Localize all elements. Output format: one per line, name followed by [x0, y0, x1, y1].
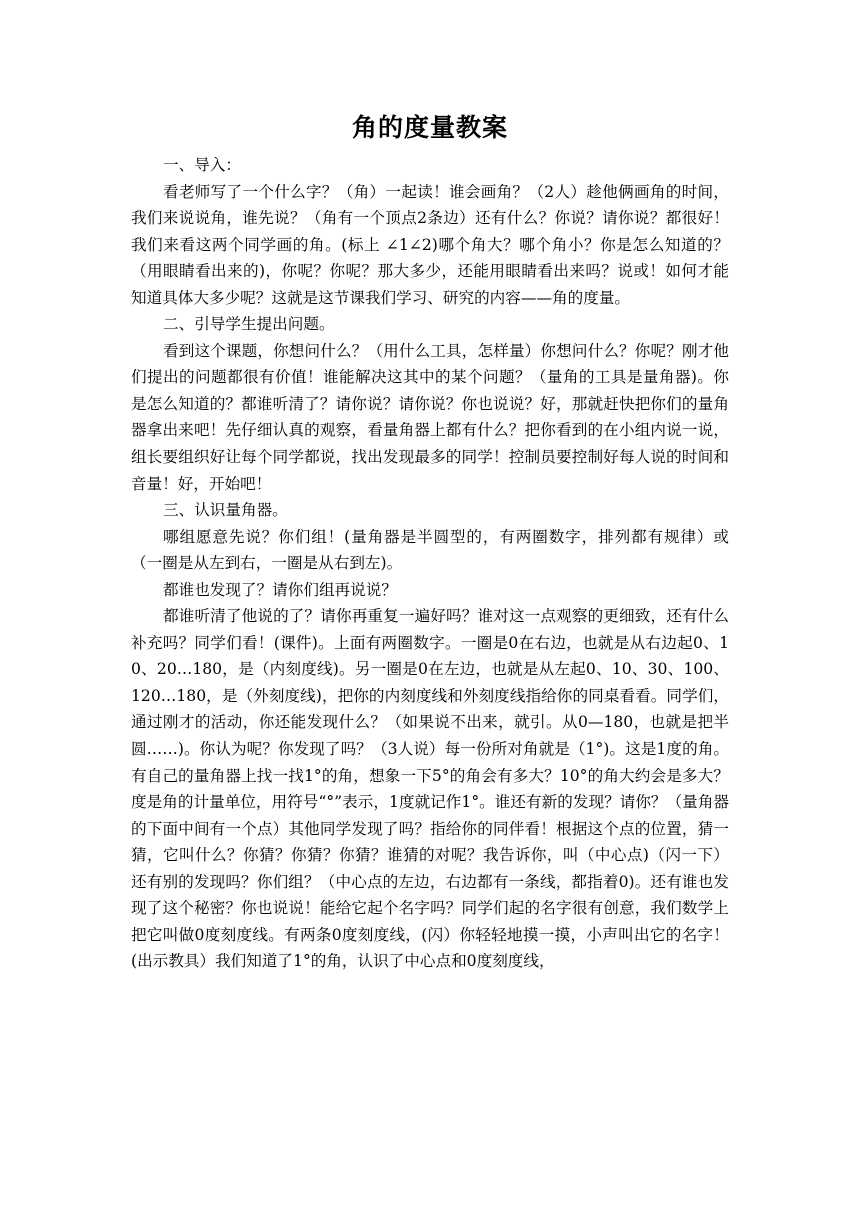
document-title: 角的度量教案 [351, 113, 508, 142]
paragraph: 哪组愿意先说？你们组！(量角器是半圆型的，有两圈数字，排列都有规律）或（一圈是从左到右，一圈是从右到左)。 [131, 527, 729, 573]
section-heading-protractor: 三、认识量角器。 [163, 501, 288, 520]
paragraph: 看老师写了一个什么字？（角）一起读！谁会画角？（2人）趁他俩画角的时间，我们来说说角，谁先说？（角有一个顶点2条边）还有什么？你说？请你说？都很好！我们来看这两个同学画的角。(标上 ∠1∠2)哪个角大？哪个角小？你是怎么知道的？（用眼睛看出来的)，你呢？你呢？那大多少，还能用眼睛看出来吗？说或！如何才能知道具体大多少呢？这就是这节课我们学习、研究的内容——角的度量。 [131, 182, 729, 307]
section-heading-questions: 二、引导学生提出问题。 [163, 315, 335, 334]
section-heading-intro: 一、导入： [163, 156, 241, 174]
paragraph: 都谁听清了他说的了？请你再重复一遍好吗？谁对这一点观察的更细致，还有什么补充吗？同学们看！(课件)。上面有两圈数字。一圈是0在右边，也就是从右边起0、10、20…180，是（内刻度线)。另一圈是0在左边，也就是从左起0、10、30、100、120…180，是（外刻度线)，把你的内刻度线和外刻度线指给你的同桌看看。同学们，通过刚才的活动，你还能发现什么？（如果说不出来，就引。从0—180，也就是把半圆……)。你认为呢？你发现了吗？（3人说）每一份所对角就是（1°)。这是1度的角。有自己的量角器上找一找1°的角，想象一下5°的角会有多大？10°的角大约会是多大？度是角的计量单位，用符号“°”表示，1度就记作1°。谁还有新的发现？请你？（量角器的下面中间有一个点）其他同学发现了吗？指给你的同伴看！根据这个点的位置，猜一猜，它叫什么？你猜？你猜？你猜？谁猜的对呢？我告诉你，叫（中心点)（闪一下）还有别的发现吗？你们组？（中心点的左边，右边都有一条线，都指着0)。还有谁也发现了这个秘密？你也说说！能给它起个名字吗？同学们起的名字很有创意，我们数学上把它叫做0度刻度线。有两条0度刻度线，(闪）你轻轻地摸一摸，小声叫出它的名字！(出示教具）我们知道了1°的角，认识了中心点和0度刻度线， [131, 607, 729, 971]
paragraph: 都谁也发现了？请你们组再说说？ [163, 580, 397, 599]
paragraph: 看到这个课题，你想问什么？（用什么工具，怎样量）你想问什么？你呢？刚才他们提出的问题都很有价值！谁能解决这其中的某个问题？（量角的工具是量角器)。你是怎么知道的？都谁听清了？请你说？请你说？你也说说？好，那就赶快把你们的量角器拿出来吧！先仔细认真的观察，看量角器上都有什么？把你看到的在小组内说一说，组长要组织好让每个同学都说，找出发现最多的同学！控制员要控制好每人说的时间和音量！好，开始吧！ [131, 341, 729, 493]
document-page [131, 108, 729, 975]
